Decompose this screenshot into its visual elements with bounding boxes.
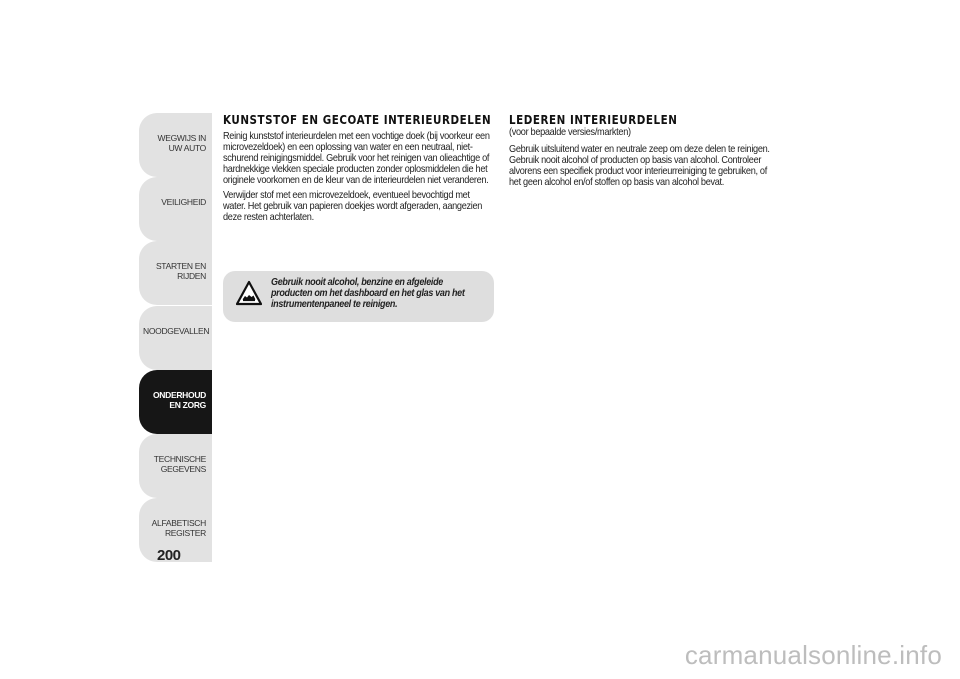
section-heading: LEDEREN INTERIEURDELEN	[509, 112, 678, 128]
tab-technische-gegevens[interactable]	[139, 434, 212, 498]
tab-label: ALFABETISCH REGISTER	[151, 518, 206, 539]
page-number: 200	[157, 547, 181, 564]
tab-wegwijs[interactable]	[139, 113, 212, 177]
tab-veiligheid[interactable]	[139, 177, 212, 241]
warning-triangle-icon	[236, 280, 262, 306]
chapter-tabs	[139, 113, 212, 562]
warning-box	[223, 271, 494, 322]
tab-label: WEGWIJS IN UW AUTO	[157, 133, 206, 153]
warning-text: Gebruik nooit alcohol, benzine en afgeleide producten om het dashboard en het glas van het instrumentenpaneel te reinigen.	[271, 277, 465, 310]
tab-label: STARTEN EN RIJDEN	[155, 261, 206, 282]
body-paragraph: Reinig kunststof interieurdelen met een vochtige doek (bij voorkeur een microvezeldoek) en een oplossing van water en een neutraal, niet-schurend reinigingsmiddel. Gebruik voor het reinigen van olieachtige of hardnekkige vlekken speciale producten zonder oplosmiddelen die het originele voorkomen en de kleur van de interieurdelen niet veranderen.	[223, 131, 490, 186]
tab-noodgevallen[interactable]	[139, 306, 212, 370]
watermark: carmanualsonline.info	[684, 640, 942, 670]
tab-starten-en-rijden[interactable]	[139, 241, 212, 305]
left-column	[223, 112, 493, 227]
body-paragraph: Verwijder stof met een microvezeldoek, eventueel bevochtigd met water. Het gebruik van papieren doekjes wordt afgeraden, aangezien deze resten achterlaten.	[223, 190, 483, 223]
tab-label: TECHNISCHE GEGEVENS	[153, 453, 206, 474]
tab-label: VEILIGHEID	[161, 197, 206, 208]
section-heading: KUNSTSTOF EN GECOATE INTERIEURDELEN	[223, 112, 492, 128]
body-paragraph: Gebruik uitsluitend water en neutrale zeep om deze delen te reinigen. Gebruik nooit alcohol of producten op basis van alcohol. Controleer alvorens een specifiek product voor interieurreiniging te gebruiken, of het geen alcohol en/of stoffen op basis van alcohol bevat.	[509, 144, 770, 188]
section-subtitle: (voor bepaalde versies/markten)	[509, 127, 631, 138]
right-column	[509, 112, 779, 192]
tab-label: NOODGEVALLEN	[143, 325, 210, 336]
tab-label: ONDERHOUD EN ZORG	[152, 389, 206, 410]
tab-onderhoud-en-zorg[interactable]	[139, 370, 212, 434]
